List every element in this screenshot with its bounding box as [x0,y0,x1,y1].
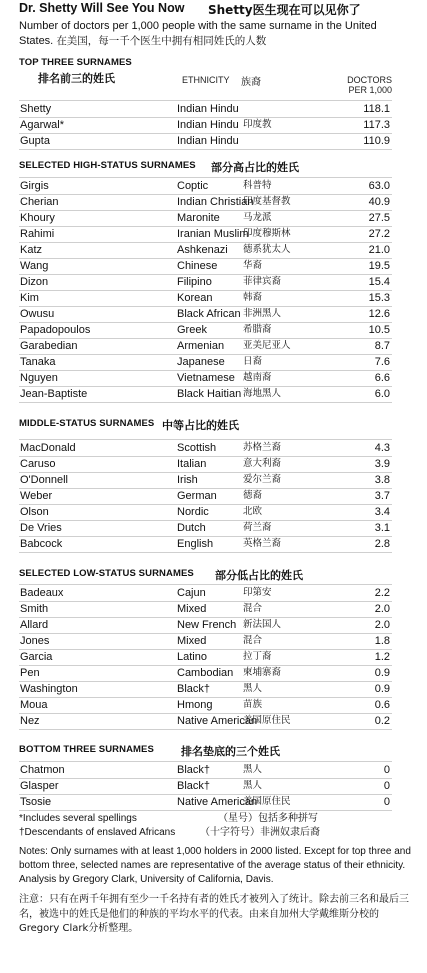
section-title: MIDDLE-STATUS SURNAMES [19,418,155,429]
table-row [19,681,392,698]
table-row [19,601,392,618]
doctors-per-1000-cell: 3.1 [374,522,390,534]
ethnicity-chinese-cell: 希腊裔 [243,324,272,335]
table-row [19,322,392,339]
ethnicity-cell: Indian Hindu [177,103,239,115]
ethnicity-cell: Filipino [177,276,212,288]
ethnicity-chinese-cell: 柬埔寨裔 [243,667,282,678]
surname-cell: Shetty [20,103,52,115]
ethnicity-cell: Coptic [177,180,209,192]
ethnicity-chinese-cell: 日裔 [243,356,263,367]
ethnicity-cell: Japanese [177,356,225,368]
section-title-chinese: 排名垫底的三个姓氏 [181,745,280,758]
table-row [19,713,392,730]
ethnicity-chinese-cell: 亚美尼亚人 [243,340,291,351]
doctors-per-1000-cell: 7.6 [374,356,390,368]
table-row [19,101,392,118]
page-title-chinese: Shetty医生现在可以见你了 [208,3,361,17]
surname-cell: Babcock [20,538,63,550]
table-row [19,585,392,602]
doctors-per-1000-cell: 4.3 [374,442,390,454]
table-row [19,290,392,307]
table-row [19,778,392,795]
column-header-ethnicity-chinese: 族裔 [241,77,261,88]
table-row [19,617,392,634]
doctors-per-1000-cell: 1.2 [374,651,390,663]
page-title: Dr. Shetty Will See You Now [19,1,185,15]
ethnicity-chinese-cell: 印第安 [243,587,272,598]
ethnicity-chinese-cell: 印度教 [243,119,272,130]
column-header-doctors: DOCTORS [347,75,392,85]
ethnicity-cell: Greek [177,324,207,336]
ethnicity-cell: Indian Hindu [177,135,239,147]
surname-cell: Nez [20,715,40,727]
intro-english: Number of doctors per 1,000 people with the same surname in the United States. [19,20,377,47]
section-title-chinese: 部分低占比的姓氏 [215,569,303,582]
table-row [19,370,392,387]
ethnicity-chinese-cell: 德系犹太人 [243,244,291,255]
table-row [19,178,392,195]
ethnicity-chinese-cell: 美国原住民 [243,796,291,807]
surname-cell: Smith [20,603,49,615]
doctors-per-1000-cell: 3.4 [374,506,390,518]
ethnicity-cell: Native American [177,715,258,727]
ethnicity-chinese-cell: 印度基督教 [243,196,291,207]
surname-cell: Agarwal* [20,119,65,131]
doctors-per-1000-cell: 19.5 [368,260,390,272]
ethnicity-cell: Iranian Muslim [177,228,249,240]
doctors-per-1000-cell: 2.0 [374,619,390,631]
surname-cell: Garabedian [20,340,78,352]
ethnicity-chinese-cell: 混合 [243,603,263,614]
ethnicity-cell: Latino [177,651,207,663]
table-row [19,338,392,355]
footnote-spellings: *Includes several spellings [19,813,137,824]
doctors-per-1000-cell: 3.8 [374,474,390,486]
surname-cell: Tanaka [20,356,56,368]
doctors-per-1000-cell: 0 [383,764,390,776]
ethnicity-cell: Cajun [177,587,206,599]
ethnicity-cell: Cambodian [177,667,234,679]
ethnicity-cell: Black† [177,683,211,695]
doctors-per-1000-cell: 0.6 [374,699,390,711]
ethnicity-chinese-cell: 混合 [243,635,263,646]
table-row [19,258,392,275]
section-title-chinese: 排名前三的姓氏 [38,72,115,85]
notes-text: Notes: Only surnames with at least 1,000 holders in 2000 listed. Except for top three and bottom three, selected names are representative of the average status of their ethnicity. Analysis by Gregory Clark, University of California, Davis. [19,846,411,885]
ethnicity-cell: German [177,490,217,502]
doctors-per-1000-cell: 117.3 [363,119,390,131]
table-row [19,633,392,650]
section-title-chinese: 部分高占比的姓氏 [211,161,299,174]
table-row [19,762,392,779]
surname-cell: Katz [20,244,43,256]
ethnicity-chinese-cell: 马龙派 [243,212,272,223]
doctors-per-1000-cell: 2.2 [374,587,390,599]
section-title: SELECTED HIGH-STATUS SURNAMES [19,160,196,171]
table-row [19,194,392,211]
surname-cell: Cherian [20,196,59,208]
doctors-per-1000-cell: 27.2 [368,228,390,240]
ethnicity-chinese-cell: 德裔 [243,490,263,501]
ethnicity-cell: Armenian [177,340,225,352]
ethnicity-chinese-cell: 英格兰裔 [243,538,282,549]
table-row [19,488,392,505]
ethnicity-cell: Maronite [177,212,220,224]
ethnicity-chinese-cell: 爱尔兰裔 [243,474,282,485]
surname-cell: Moua [20,699,48,711]
ethnicity-cell: Native American [177,796,258,808]
doctors-per-1000-cell: 63.0 [368,180,390,192]
ethnicity-cell: Black Haitian [177,388,242,400]
ethnicity-chinese-cell: 拉丁裔 [243,651,272,662]
section-title: BOTTOM THREE SURNAMES [19,744,154,755]
surname-cell: Kim [20,292,39,304]
surname-cell: Tsosie [20,796,52,808]
surname-cell: Allard [20,619,49,631]
doctors-per-1000-cell: 0.9 [374,667,390,679]
table-row [19,274,392,291]
surname-cell: MacDonald [20,442,76,454]
surname-cell: Pen [20,667,40,679]
ethnicity-chinese-cell: 黑人 [243,780,263,791]
surname-cell: Jean-Baptiste [20,388,88,400]
surname-cell: Khoury [20,212,55,224]
surname-cell: Chatmon [20,764,65,776]
surname-cell: Washington [20,683,78,695]
ethnicity-cell: Dutch [177,522,206,534]
surname-cell: Nguyen [20,372,58,384]
doctors-per-1000-cell: 21.0 [368,244,390,256]
table-row [19,306,392,323]
table-row [19,665,392,682]
ethnicity-chinese-cell: 新法国人 [243,619,282,630]
doctors-per-1000-cell: 8.7 [374,340,390,352]
intro-chinese: 在美国，每一千个医生中拥有相同姓氏的人数 [56,35,267,47]
surname-cell: Gupta [20,135,50,147]
doctors-per-1000-cell: 2.8 [374,538,390,550]
table-row [19,226,392,243]
surname-cell: Glasper [20,780,59,792]
table-row [19,649,392,666]
table-row [19,504,392,521]
ethnicity-cell: Mixed [177,603,207,615]
doctors-per-1000-cell: 15.3 [368,292,390,304]
ethnicity-chinese-cell: 菲律宾裔 [243,276,282,287]
table-row [19,210,392,227]
footnote-enslaved: †Descendants of enslaved Africans [19,827,176,838]
doctors-per-1000-cell: 110.9 [363,135,390,147]
surname-cell: Badeaux [20,587,64,599]
surname-cell: Girgis [20,180,49,192]
doctors-per-1000-cell: 1.8 [374,635,390,647]
ethnicity-cell: Hmong [177,699,213,711]
ethnicity-chinese-cell: 科普特 [243,180,272,191]
table-row [19,536,392,553]
table-row [19,117,392,134]
ethnicity-chinese-cell: 华裔 [243,260,263,271]
doctors-per-1000-cell: 12.6 [368,308,390,320]
ethnicity-cell: Chinese [177,260,218,272]
ethnicity-chinese-cell: 意大利裔 [243,458,282,469]
surname-cell: Jones [20,635,50,647]
ethnicity-chinese-cell: 北欧 [243,506,263,517]
ethnicity-cell: Irish [177,474,198,486]
footnote-spellings-chinese: （星号）包括多种拼写 [218,813,318,824]
table-row [19,472,392,489]
table-row [19,456,392,473]
ethnicity-cell: Scottish [177,442,217,454]
ethnicity-cell: Mixed [177,635,207,647]
doctors-per-1000-cell: 40.9 [368,196,390,208]
doctors-per-1000-cell: 27.5 [368,212,390,224]
ethnicity-chinese-cell: 韩裔 [243,292,263,303]
ethnicity-cell: Nordic [177,506,209,518]
surname-cell: Rahimi [20,228,55,240]
ethnicity-chinese-cell: 苗族 [243,699,263,710]
doctors-per-1000-cell: 3.7 [374,490,390,502]
table-row [19,133,392,150]
ethnicity-chinese-cell: 苏格兰裔 [243,442,282,453]
table-row [19,794,392,811]
column-header-per-1000: PER 1,000 [348,85,392,95]
footnote-enslaved-chinese: （十字符号）非洲奴隶后裔 [200,827,320,838]
surname-cell: O'Donnell [20,474,68,486]
ethnicity-chinese-cell: 印度穆斯林 [243,228,291,239]
ethnicity-chinese-cell: 黑人 [243,683,263,694]
doctors-per-1000-cell: 15.4 [368,276,390,288]
surname-cell: Caruso [20,458,56,470]
section-title: SELECTED LOW-STATUS SURNAMES [19,568,194,579]
ethnicity-cell: Indian Christian [177,196,254,208]
doctors-per-1000-cell: 118.1 [363,103,390,115]
doctors-per-1000-cell: 6.0 [374,388,390,400]
ethnicity-chinese-cell: 非洲黑人 [243,308,282,319]
ethnicity-cell: Black† [177,764,211,776]
doctors-per-1000-cell: 0 [383,780,390,792]
surname-cell: Dizon [20,276,49,288]
ethnicity-chinese-cell: 美国原住民 [243,715,291,726]
table-row [19,520,392,537]
ethnicity-cell: Italian [177,458,207,470]
section-title-chinese: 中等占比的姓氏 [162,419,239,432]
doctors-per-1000-cell: 0.9 [374,683,390,695]
ethnicity-cell: Black† [177,780,211,792]
table-row [19,697,392,714]
table-row [19,386,392,403]
table-row [19,440,392,457]
ethnicity-cell: New French [177,619,237,631]
surname-cell: Wang [20,260,49,272]
table-row [19,242,392,259]
surname-cell: Olson [20,506,49,518]
surname-cell: Owusu [20,308,55,320]
ethnicity-chinese-cell: 黑人 [243,764,263,775]
ethnicity-cell: Black African [177,308,241,320]
doctors-per-1000-cell: 2.0 [374,603,390,615]
ethnicity-cell: Ashkenazi [177,244,228,256]
surname-cell: Papadopoulos [20,324,91,336]
ethnicity-cell: English [177,538,214,550]
section-title: TOP THREE SURNAMES [19,57,132,68]
doctors-per-1000-cell: 10.5 [368,324,390,336]
doctors-per-1000-cell: 6.6 [374,372,390,384]
doctors-per-1000-cell: 3.9 [374,458,390,470]
ethnicity-cell: Korean [177,292,213,304]
table-row [19,354,392,371]
surname-cell: Weber [20,490,53,502]
intro-text [19,19,391,49]
surname-cell: Garcia [20,651,53,663]
ethnicity-cell: Indian Hindu [177,119,239,131]
doctors-per-1000-cell: 0.2 [374,715,390,727]
column-header-ethnicity: ETHNICITY [182,75,230,85]
notes-text-chinese: 注意：只有在两千年拥有至少一千名持有者的姓氏才被列入了统计。除去前三名和最后三名，被选中的姓氏是他们的种族的平均水平的代表。由来自加州大学戴维斯分校的Gregory Clark分析整理。 [19,894,409,934]
ethnicity-chinese-cell: 越南裔 [243,372,272,383]
ethnicity-chinese-cell: 海地黑人 [243,388,282,399]
surname-cell: De Vries [20,522,62,534]
doctors-per-1000-cell: 0 [383,796,390,808]
ethnicity-chinese-cell: 荷兰裔 [243,522,272,533]
ethnicity-cell: Vietnamese [177,372,235,384]
